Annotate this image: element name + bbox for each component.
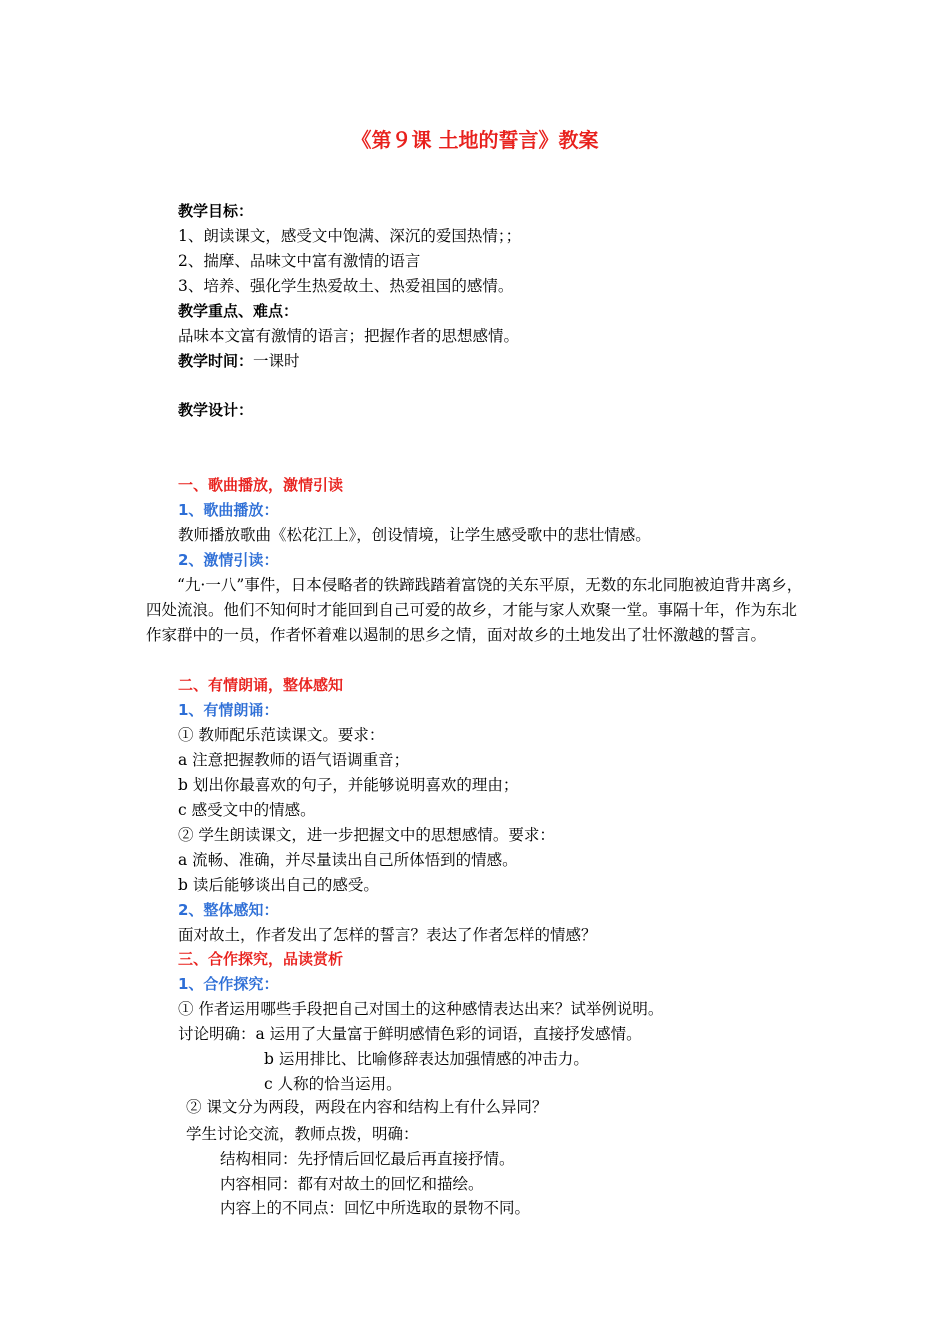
section1-sub1: 1、歌曲播放： <box>178 501 279 519</box>
teaching-time-label: 教学时间： <box>178 352 254 370</box>
objective-item: 3、培养、强化学生热爱故土、热爱祖国的感情。 <box>178 277 514 295</box>
section2-sub2-text: 面对故土，作者发出了怎样的誓言？表达了作者怎样的情感？ <box>178 926 597 944</box>
section1-sub2: 2、激情引读： <box>178 551 279 569</box>
section3-question2-answer: 内容相同：都有对故土的回忆和描绘。 <box>220 1175 484 1193</box>
section3-question2: ② 课文分为两段，两段在内容和结构上有什么异同？ <box>186 1098 548 1116</box>
section3-sub1: 1、合作探究： <box>178 975 279 993</box>
document-title: 《第９课 土地的誓言》教案 <box>351 128 599 152</box>
objectives-heading: 教学目标： <box>178 202 254 220</box>
design-heading: 教学设计： <box>178 401 254 419</box>
section2-line: ② 学生朗读课文，进一步把握文中的思想感情。要求： <box>178 826 555 844</box>
section1-sub2-paragraph: “九·一八”事件，日本侵略者的铁蹄践踏着富饶的关东平原，无数的东北同胞被迫背井离乡，四处流浪。他们不知何时才能回到自己可爱的故乡，才能与家人欢聚一堂。事隔十年，作为东北作家群中的一员，作者怀着难以遏制的思乡之情，面对故乡的土地发出了壮怀激越的誓言。 <box>146 576 803 644</box>
section3-heading: 三、合作探究，品读赏析 <box>178 950 344 968</box>
objective-item: 1、朗读课文，感受文中饱满、深沉的爱国热情；； <box>178 227 522 245</box>
section2-line: a 注意把握教师的语气语调重音； <box>178 751 410 769</box>
section2-line: a 流畅、准确，并尽量读出自己所体悟到的情感。 <box>178 851 518 869</box>
key-points-text: 品味本文富有激情的语言；把握作者的思想感情。 <box>178 327 520 345</box>
key-points-heading: 教学重点、难点： <box>178 302 299 320</box>
section3-answer-c: c 人称的恰当运用。 <box>264 1075 402 1093</box>
section3-question2-answer: 结构相同：先抒情后回忆最后再直接抒情。 <box>220 1150 515 1168</box>
section3-answer-a: 讨论明确：a 运用了大量富于鲜明感情色彩的词语，直接抒发感情。 <box>178 1025 642 1043</box>
section2-line: c 感受文中的情感。 <box>178 801 316 819</box>
section2-sub1: 1、有情朗诵： <box>178 701 279 719</box>
section3-question2-intro: 学生讨论交流，教师点拨，明确： <box>186 1125 419 1143</box>
objective-item: 2、揣摩、品味文中富有激情的语言 <box>178 252 421 270</box>
section3-question1: ① 作者运用哪些手段把自己对国土的这种感情表达出来？试举例说明。 <box>178 1000 664 1018</box>
teaching-time <box>178 350 300 372</box>
section2-line: b 划出你最喜欢的句子，并能够说明喜欢的理由； <box>178 776 519 794</box>
section1-heading: 一、歌曲播放，激情引读 <box>178 476 344 494</box>
section2-sub2: 2、整体感知： <box>178 901 279 919</box>
section3-question2-answer: 内容上的不同点：回忆中所选取的景物不同。 <box>220 1199 531 1217</box>
section2-heading: 二、有情朗诵，整体感知 <box>178 676 344 694</box>
section2-line: b 读后能够谈出自己的感受。 <box>178 876 379 894</box>
section1-sub1-text: 教师播放歌曲《松花江上》，创设情境，让学生感受歌中的悲壮情感。 <box>178 526 651 544</box>
teaching-time-value: 一课时 <box>253 352 300 370</box>
section2-line: ① 教师配乐范读课文。要求： <box>178 726 385 744</box>
section3-answer-b: b 运用排比、比喻修辞表达加强情感的冲击力。 <box>264 1050 589 1068</box>
